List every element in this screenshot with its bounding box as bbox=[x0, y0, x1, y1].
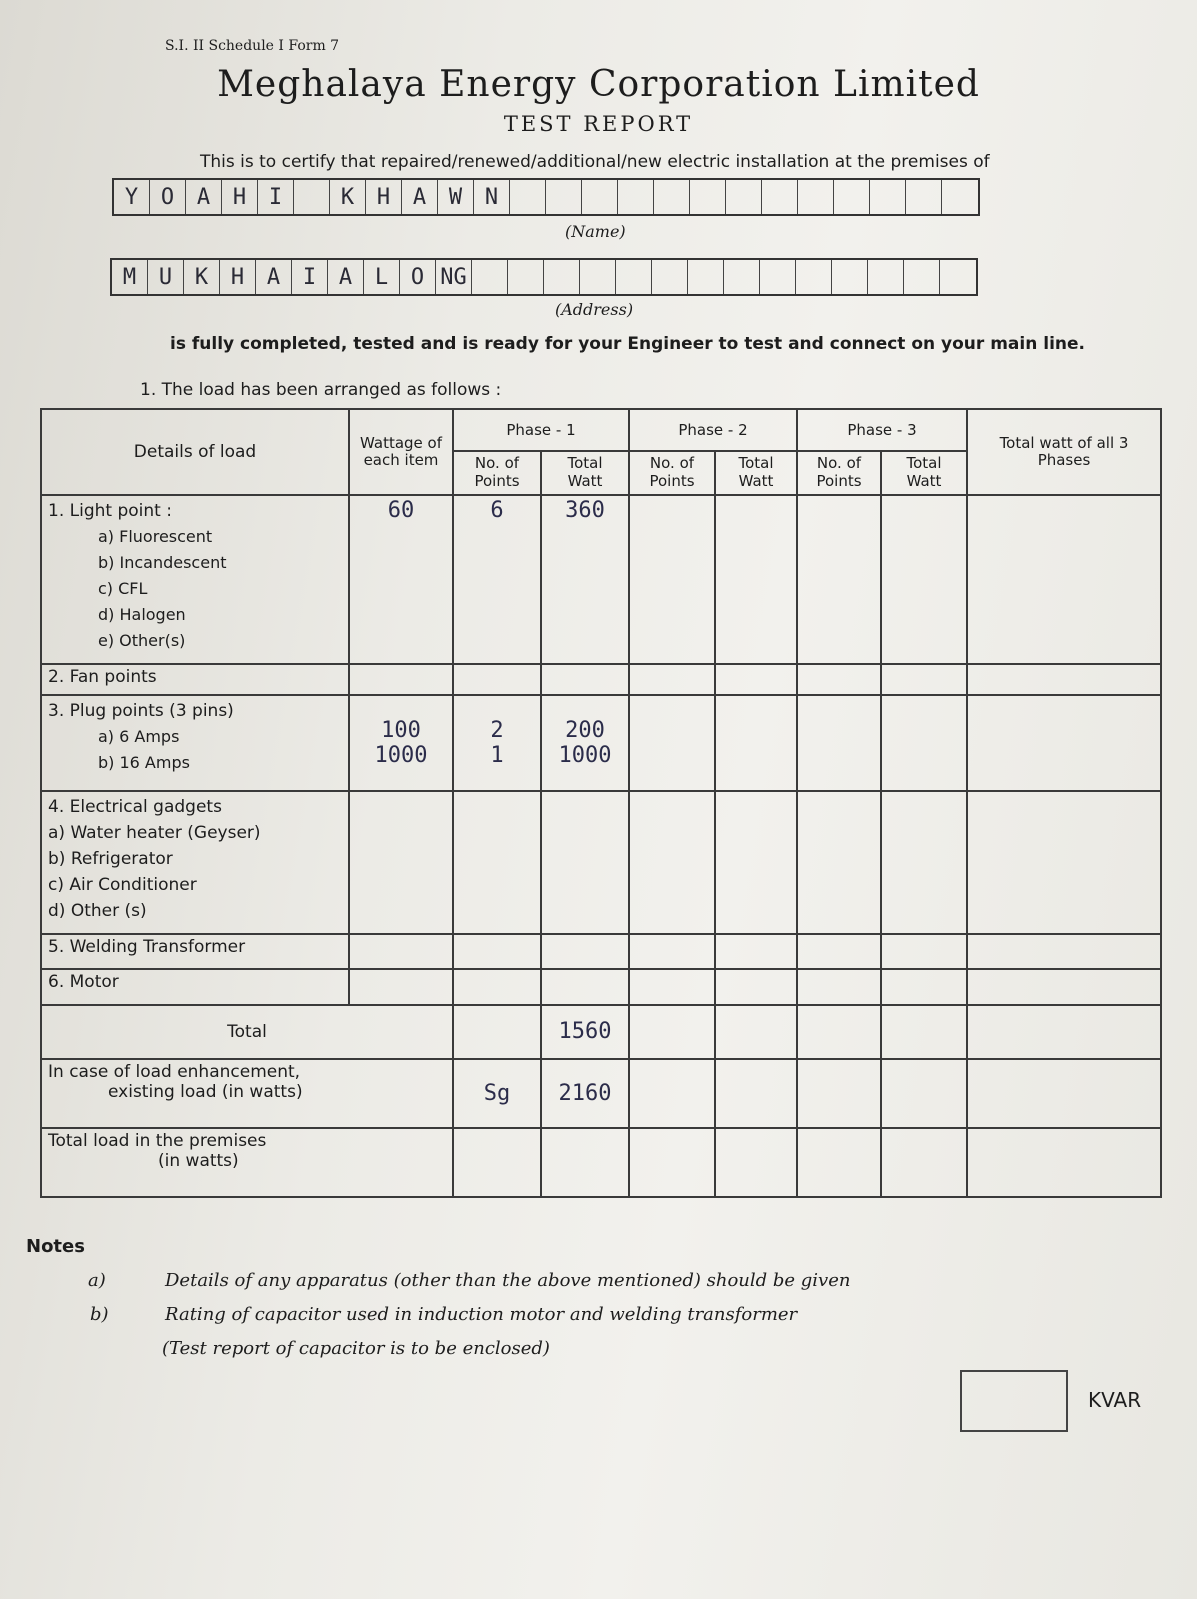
organization-name: Meghalaya Energy Corporation Limited bbox=[217, 64, 980, 105]
premises-label-cell bbox=[41, 1128, 453, 1197]
header-total-all-phases: Total watt of all 3 Phases bbox=[967, 409, 1161, 495]
char-box[interactable]: A bbox=[256, 260, 292, 294]
table-row bbox=[41, 495, 1161, 664]
note-b-text-2: (Test report of capacitor is to be enclosed) bbox=[162, 1338, 550, 1359]
char-box[interactable] bbox=[546, 180, 582, 214]
char-box[interactable]: N bbox=[474, 180, 510, 214]
header-p1-total: Total Watt bbox=[541, 451, 629, 495]
plug-item-a: a) 6 Amps bbox=[98, 727, 180, 747]
fan-points-label: 2. Fan points bbox=[41, 664, 349, 695]
light-point-title: 1. Light point : bbox=[48, 500, 172, 521]
char-box[interactable]: K bbox=[330, 180, 366, 214]
light-point-cell bbox=[41, 495, 349, 664]
motor-label: 6. Motor bbox=[41, 969, 349, 1005]
load-arranged-text: 1. The load has been arranged as follows : bbox=[140, 380, 502, 400]
table-row bbox=[41, 1128, 1161, 1197]
plug-a-total: 200 bbox=[565, 718, 605, 744]
note-a-text: Details of any apparatus (other than the above mentioned) should be given bbox=[165, 1270, 851, 1291]
table-row bbox=[41, 664, 1161, 695]
gadget-item-b: b) Refrigerator bbox=[48, 849, 173, 870]
light-total: 360 bbox=[541, 495, 629, 664]
enhancement-label-line1: In case of load enhancement, bbox=[48, 1062, 301, 1082]
note-a-mark: a) bbox=[88, 1270, 106, 1291]
header-p3-total: Total Watt bbox=[881, 451, 967, 495]
char-box[interactable] bbox=[510, 180, 546, 214]
note-b-text: Rating of capacitor used in induction motor and welding transformer bbox=[165, 1304, 798, 1325]
plug-b-total: 1000 bbox=[558, 743, 612, 769]
table-row bbox=[41, 969, 1161, 1005]
char-box[interactable] bbox=[690, 180, 726, 214]
name-char-boxes bbox=[112, 178, 980, 216]
plug-a-wattage: 100 bbox=[381, 718, 421, 744]
light-item-e: e) Other(s) bbox=[98, 630, 186, 650]
header-phase-3: Phase - 3 bbox=[797, 409, 967, 451]
char-box[interactable] bbox=[652, 260, 688, 294]
char-box[interactable]: L bbox=[364, 260, 400, 294]
char-box[interactable]: O bbox=[400, 260, 436, 294]
premises-label-line2: (in watts) bbox=[158, 1150, 239, 1171]
address-caption: (Address) bbox=[555, 300, 634, 319]
char-box[interactable]: I bbox=[292, 260, 328, 294]
char-box[interactable] bbox=[726, 180, 762, 214]
char-box[interactable] bbox=[870, 180, 906, 214]
char-box[interactable]: NG bbox=[436, 260, 472, 294]
char-box[interactable] bbox=[940, 260, 976, 294]
char-box[interactable]: H bbox=[222, 180, 258, 214]
char-box[interactable] bbox=[762, 180, 798, 214]
gadget-item-d: d) Other (s) bbox=[48, 901, 147, 922]
char-box[interactable]: A bbox=[186, 180, 222, 214]
char-box[interactable] bbox=[798, 180, 834, 214]
char-box[interactable] bbox=[654, 180, 690, 214]
load-table bbox=[40, 408, 1162, 1198]
table-row bbox=[41, 695, 1161, 791]
header-wattage: Wattage of each item bbox=[349, 409, 453, 495]
welding-transformer-label: 5. Welding Transformer bbox=[41, 934, 349, 970]
light-item-c: c) CFL bbox=[98, 578, 148, 598]
premises-label-line1: Total load in the premises bbox=[48, 1130, 267, 1151]
char-box[interactable] bbox=[906, 180, 942, 214]
char-box[interactable]: H bbox=[366, 180, 402, 214]
gadget-item-c: c) Air Conditioner bbox=[48, 875, 197, 896]
char-box[interactable]: A bbox=[328, 260, 364, 294]
header-p2-total: Total Watt bbox=[715, 451, 797, 495]
gadget-item-a: a) Water heater (Geyser) bbox=[48, 823, 261, 844]
note-b-mark: b) bbox=[90, 1304, 109, 1325]
enhancement-label-cell bbox=[41, 1059, 453, 1128]
char-box[interactable] bbox=[582, 180, 618, 214]
enhancement-wattage: Sg bbox=[453, 1059, 541, 1128]
char-box[interactable] bbox=[724, 260, 760, 294]
light-wattage: 60 bbox=[349, 495, 453, 664]
plug-points-cell bbox=[41, 695, 349, 791]
char-box[interactable] bbox=[472, 260, 508, 294]
char-box[interactable] bbox=[544, 260, 580, 294]
gadgets-cell bbox=[41, 791, 349, 933]
char-box[interactable]: O bbox=[150, 180, 186, 214]
plug-wattage-cell bbox=[349, 695, 453, 791]
enhancement-label-line2: existing load (in watts) bbox=[108, 1082, 303, 1102]
plug-b-wattage: 1000 bbox=[374, 743, 428, 769]
char-box[interactable]: Y bbox=[114, 180, 150, 214]
plug-item-b: b) 16 Amps bbox=[98, 753, 190, 773]
header-p3-points: No. of Points bbox=[797, 451, 881, 495]
char-box[interactable]: K bbox=[184, 260, 220, 294]
char-box[interactable]: M bbox=[112, 260, 148, 294]
header-phase-1: Phase - 1 bbox=[453, 409, 629, 451]
kvar-label: KVAR bbox=[1088, 1388, 1142, 1412]
header-details: Details of load bbox=[41, 409, 349, 495]
ready-statement: is fully completed, tested and is ready for your Engineer to test and connect on your main line. bbox=[170, 334, 1085, 354]
char-box[interactable] bbox=[942, 180, 978, 214]
char-box[interactable] bbox=[868, 260, 904, 294]
light-item-d: d) Halogen bbox=[98, 604, 186, 624]
enhancement-total: 2160 bbox=[541, 1059, 629, 1128]
address-char-boxes bbox=[110, 258, 978, 296]
table-row bbox=[41, 1005, 1161, 1059]
char-box[interactable] bbox=[616, 260, 652, 294]
light-item-b: b) Incandescent bbox=[98, 552, 227, 572]
report-title: TEST REPORT bbox=[503, 112, 694, 136]
char-box[interactable] bbox=[832, 260, 868, 294]
char-box[interactable]: W bbox=[438, 180, 474, 214]
gadgets-title: 4. Electrical gadgets bbox=[48, 797, 222, 818]
char-box[interactable] bbox=[294, 180, 330, 214]
header-p2-points: No. of Points bbox=[629, 451, 715, 495]
name-caption: (Name) bbox=[565, 222, 626, 241]
kvar-input-box[interactable] bbox=[960, 1370, 1068, 1432]
char-box[interactable] bbox=[834, 180, 870, 214]
plug-points-title: 3. Plug points (3 pins) bbox=[48, 701, 234, 722]
header-p1-points: No. of Points bbox=[453, 451, 541, 495]
light-points: 6 bbox=[453, 495, 541, 664]
table-row bbox=[41, 791, 1161, 933]
plug-a-points: 2 bbox=[490, 718, 504, 744]
total-value: 1560 bbox=[541, 1005, 629, 1059]
plug-b-points: 1 bbox=[490, 743, 504, 769]
header-phase-2: Phase - 2 bbox=[629, 409, 797, 451]
char-box[interactable]: I bbox=[258, 180, 294, 214]
form-reference: S.I. II Schedule I Form 7 bbox=[165, 38, 340, 54]
char-box[interactable] bbox=[688, 260, 724, 294]
total-label: Total bbox=[41, 1005, 453, 1059]
char-box[interactable] bbox=[760, 260, 796, 294]
char-box[interactable] bbox=[580, 260, 616, 294]
char-box[interactable] bbox=[904, 260, 940, 294]
char-box[interactable] bbox=[508, 260, 544, 294]
light-item-a: a) Fluorescent bbox=[98, 526, 213, 546]
char-box[interactable] bbox=[796, 260, 832, 294]
char-box[interactable]: A bbox=[402, 180, 438, 214]
plug-total-cell bbox=[541, 695, 629, 791]
table-row bbox=[41, 934, 1161, 970]
char-box[interactable] bbox=[618, 180, 654, 214]
char-box[interactable]: U bbox=[148, 260, 184, 294]
char-box[interactable]: H bbox=[220, 260, 256, 294]
plug-points-count-cell bbox=[453, 695, 541, 791]
certification-text: This is to certify that repaired/renewed/additional/new electric installation at the premises of bbox=[200, 152, 990, 172]
table-row bbox=[41, 1059, 1161, 1128]
notes-title: Notes bbox=[26, 1236, 85, 1257]
